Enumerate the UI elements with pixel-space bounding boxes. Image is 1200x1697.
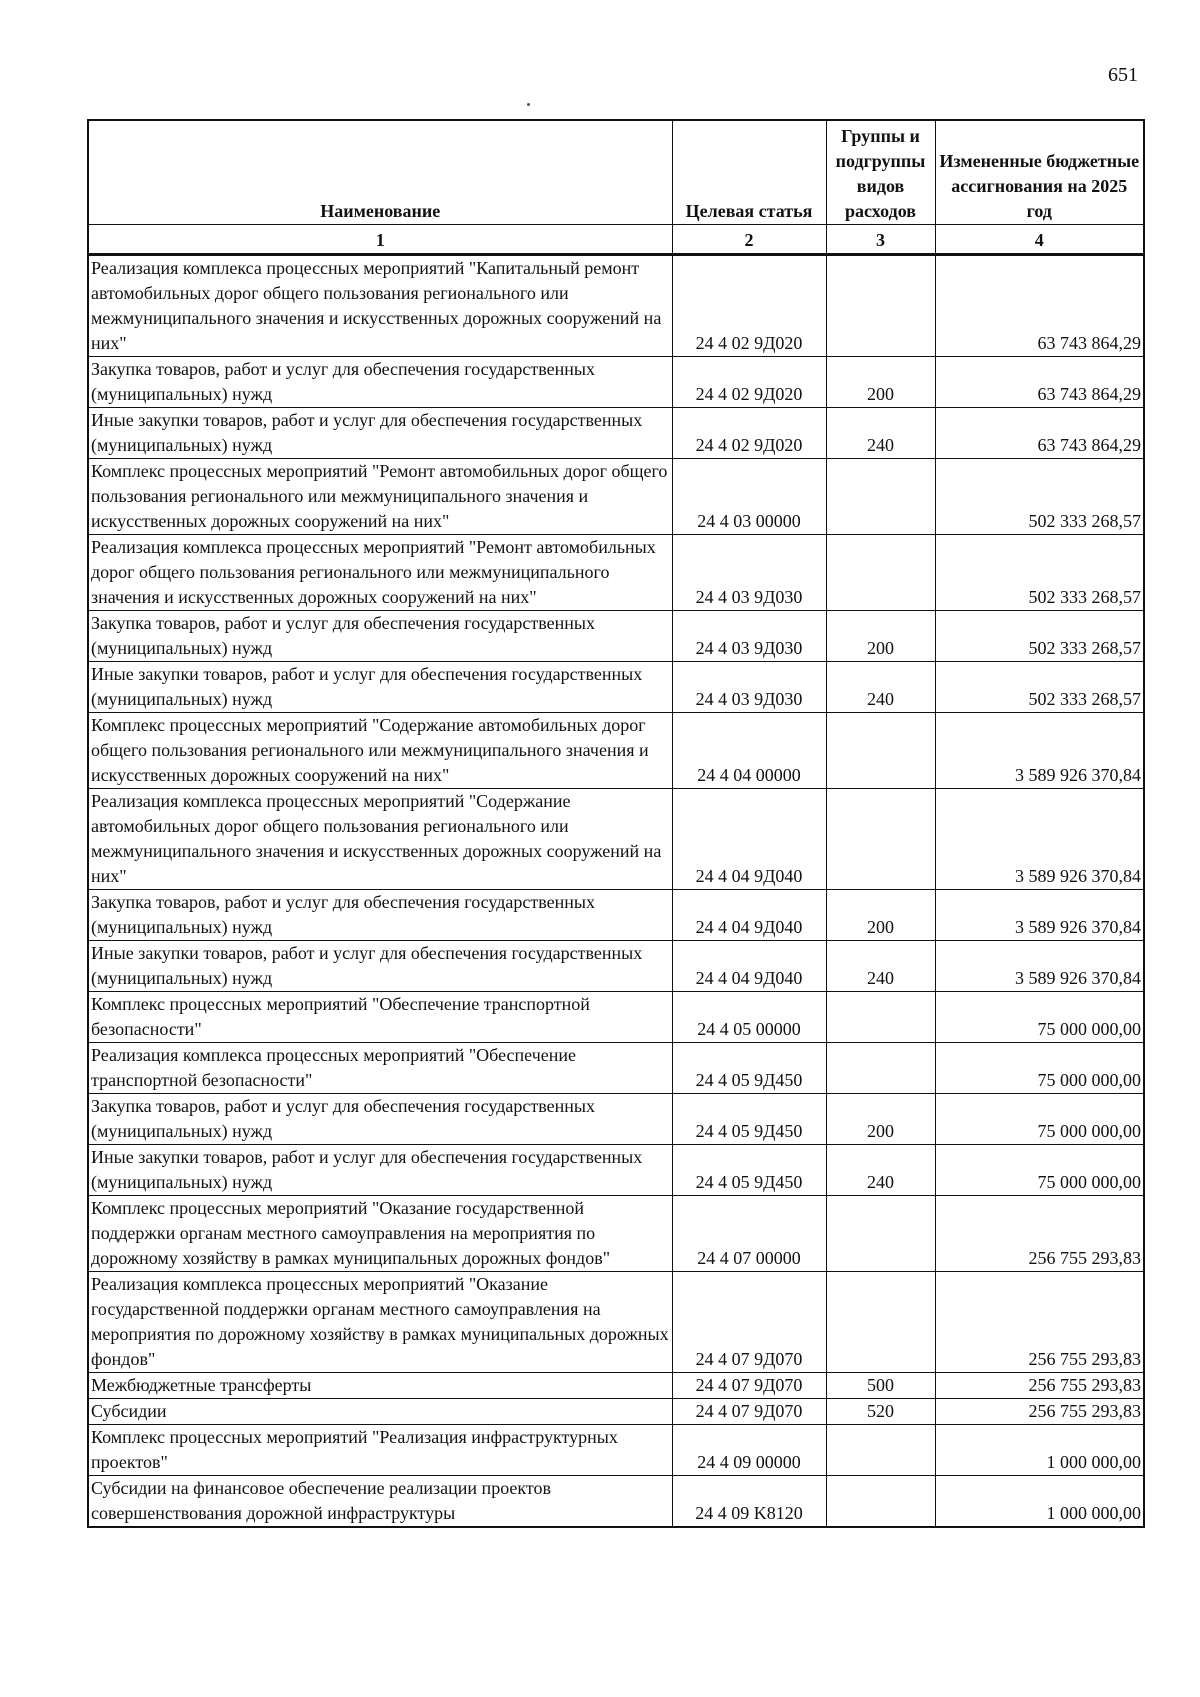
row-target-code: 24 4 05 9Д450 [672,1093,826,1144]
row-amount: 256 755 293,83 [935,1195,1144,1271]
header-group: Группы и подгруппы видов расходов [826,120,935,224]
row-amount: 502 333 268,57 [935,458,1144,534]
row-group-code: 240 [826,407,935,458]
header-amount: Измененные бюджетные ассигнования на 2025 год [935,120,1144,224]
row-group-code [826,1475,935,1527]
row-group-code [826,458,935,534]
row-name: Закупка товаров, работ и услуг для обеспечения государственных (муниципальных) нужд [88,610,672,661]
table-row [88,254,1144,356]
row-group-code: 240 [826,661,935,712]
row-target-code: 24 4 03 9Д030 [672,661,826,712]
row-target-code: 24 4 04 9Д040 [672,940,826,991]
row-target-code: 24 4 03 00000 [672,458,826,534]
row-amount: 75 000 000,00 [935,1144,1144,1195]
row-name: Межбюджетные трансферты [88,1372,672,1398]
row-group-code [826,712,935,788]
row-group-code [826,788,935,889]
table-row [88,1093,1144,1144]
row-target-code: 24 4 02 9Д020 [672,254,826,356]
row-amount: 1 000 000,00 [935,1424,1144,1475]
row-amount: 256 755 293,83 [935,1398,1144,1424]
table-row [88,1271,1144,1372]
row-target-code: 24 4 09 K8120 [672,1475,826,1527]
scan-dot [527,103,530,106]
row-group-code: 200 [826,356,935,407]
row-target-code: 24 4 02 9Д020 [672,356,826,407]
row-name: Закупка товаров, работ и услуг для обеспечения государственных (муниципальных) нужд [88,356,672,407]
row-target-code: 24 4 07 00000 [672,1195,826,1271]
table-row [88,1424,1144,1475]
row-name: Комплекс процессных мероприятий "Реализация инфраструктурных проектов" [88,1424,672,1475]
row-name: Реализация комплекса процессных мероприятий "Обеспечение транспортной безопасности" [88,1042,672,1093]
column-number: 2 [672,224,826,254]
row-name: Закупка товаров, работ и услуг для обеспечения государственных (муниципальных) нужд [88,889,672,940]
budget-table [87,119,1145,1528]
column-number: 3 [826,224,935,254]
table-row [88,534,1144,610]
row-group-code [826,534,935,610]
column-number: 4 [935,224,1144,254]
row-amount: 3 589 926 370,84 [935,788,1144,889]
header-target: Целевая статья [672,120,826,224]
row-group-code: 500 [826,1372,935,1398]
row-name: Комплекс процессных мероприятий "Оказание государственной поддержки органам местного самоуправления на мероприятия по дорожному хозяйству в рамках муниципальных дорожных фондов" [88,1195,672,1271]
table-row [88,356,1144,407]
row-name: Иные закупки товаров, работ и услуг для обеспечения государственных (муниципальных) нужд [88,1144,672,1195]
row-amount: 75 000 000,00 [935,1093,1144,1144]
row-name: Реализация комплекса процессных мероприятий "Содержание автомобильных дорог общего пользования регионального или межмуниципального значения и искусственных дорожных сооружений на них" [88,788,672,889]
row-group-code [826,991,935,1042]
row-target-code: 24 4 03 9Д030 [672,534,826,610]
row-group-code [826,1042,935,1093]
row-amount: 63 743 864,29 [935,407,1144,458]
row-name: Субсидии [88,1398,672,1424]
table-row [88,1398,1144,1424]
row-group-code: 200 [826,889,935,940]
row-amount: 502 333 268,57 [935,610,1144,661]
table-row [88,991,1144,1042]
row-group-code: 200 [826,610,935,661]
column-number-row [88,224,1144,254]
row-target-code: 24 4 04 00000 [672,712,826,788]
row-name: Субсидии на финансовое обеспечение реализации проектов совершенствования дорожной инфраструктуры [88,1475,672,1527]
row-target-code: 24 4 02 9Д020 [672,407,826,458]
table-row [88,1372,1144,1398]
row-group-code [826,1271,935,1372]
table-row [88,610,1144,661]
row-name: Комплекс процессных мероприятий "Обеспечение транспортной безопасности" [88,991,672,1042]
header-name: Наименование [88,120,672,224]
row-amount: 256 755 293,83 [935,1372,1144,1398]
row-target-code: 24 4 07 9Д070 [672,1372,826,1398]
row-name: Закупка товаров, работ и услуг для обеспечения государственных (муниципальных) нужд [88,1093,672,1144]
row-amount: 3 589 926 370,84 [935,889,1144,940]
row-amount: 75 000 000,00 [935,991,1144,1042]
row-amount: 502 333 268,57 [935,661,1144,712]
row-amount: 256 755 293,83 [935,1271,1144,1372]
table-row [88,661,1144,712]
table-row [88,1144,1144,1195]
table-row [88,1195,1144,1271]
row-name: Комплекс процессных мероприятий "Ремонт автомобильных дорог общего пользования регионального или межмуниципального значения и искусственных дорожных сооружений на них" [88,458,672,534]
row-group-code: 200 [826,1093,935,1144]
table-row [88,712,1144,788]
row-target-code: 24 4 03 9Д030 [672,610,826,661]
table-row [88,1042,1144,1093]
row-group-code [826,254,935,356]
row-amount: 502 333 268,57 [935,534,1144,610]
row-name: Иные закупки товаров, работ и услуг для обеспечения государственных (муниципальных) нужд [88,661,672,712]
row-name: Иные закупки товаров, работ и услуг для обеспечения государственных (муниципальных) нужд [88,940,672,991]
row-amount: 75 000 000,00 [935,1042,1144,1093]
row-name: Реализация комплекса процессных мероприятий "Ремонт автомобильных дорог общего пользования регионального или межмуниципального значения и искусственных дорожных сооружений на них" [88,534,672,610]
row-group-code: 240 [826,940,935,991]
table-row [88,940,1144,991]
table-body [88,254,1144,1527]
row-target-code: 24 4 07 9Д070 [672,1271,826,1372]
row-name: Комплекс процессных мероприятий "Содержание автомобильных дорог общего пользования регионального или межмуниципального значения и искусственных дорожных сооружений на них" [88,712,672,788]
header-row [88,120,1144,224]
table-row [88,889,1144,940]
page-number: 651 [1108,64,1138,86]
row-name: Иные закупки товаров, работ и услуг для обеспечения государственных (муниципальных) нужд [88,407,672,458]
table-row [88,1475,1144,1527]
row-target-code: 24 4 05 9Д450 [672,1144,826,1195]
row-target-code: 24 4 09 00000 [672,1424,826,1475]
row-amount: 63 743 864,29 [935,356,1144,407]
row-group-code [826,1195,935,1271]
row-target-code: 24 4 04 9Д040 [672,788,826,889]
row-target-code: 24 4 04 9Д040 [672,889,826,940]
column-number: 1 [88,224,672,254]
row-target-code: 24 4 07 9Д070 [672,1398,826,1424]
row-target-code: 24 4 05 00000 [672,991,826,1042]
row-amount: 1 000 000,00 [935,1475,1144,1527]
row-name: Реализация комплекса процессных мероприятий "Капитальный ремонт автомобильных дорог общего пользования регионального или межмуниципального значения и искусственных дорожных сооружений на них" [88,254,672,356]
row-group-code [826,1424,935,1475]
row-group-code: 240 [826,1144,935,1195]
row-amount: 63 743 864,29 [935,254,1144,356]
row-amount: 3 589 926 370,84 [935,712,1144,788]
row-target-code: 24 4 05 9Д450 [672,1042,826,1093]
table-row [88,458,1144,534]
table-row [88,407,1144,458]
row-name: Реализация комплекса процессных мероприятий "Оказание государственной поддержки органам местного самоуправления на мероприятия по дорожному хозяйству в рамках муниципальных дорожных фондов" [88,1271,672,1372]
row-amount: 3 589 926 370,84 [935,940,1144,991]
row-group-code: 520 [826,1398,935,1424]
table-row [88,788,1144,889]
